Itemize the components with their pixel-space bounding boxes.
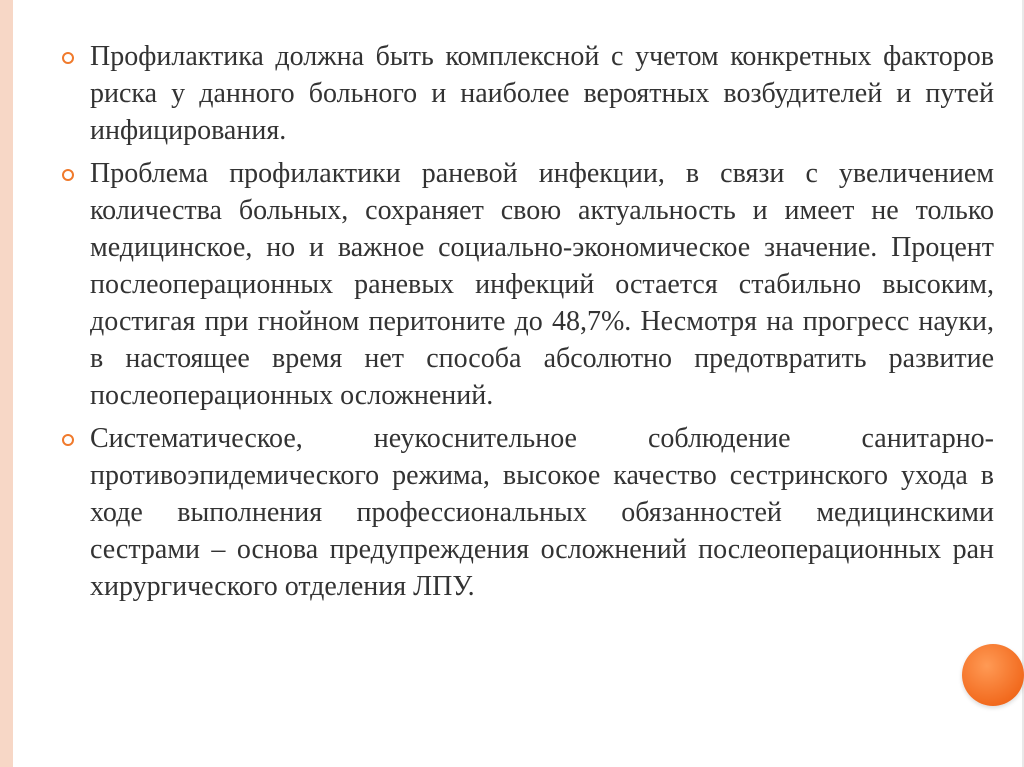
list-item	[58, 420, 994, 605]
orange-circle-decoration	[962, 644, 1024, 706]
bullet-ring-icon	[62, 434, 74, 446]
bullet-list	[58, 38, 994, 611]
bullet-text: Систематическое, неукоснительное соблюдение санитарно-противоэпидемического режима, высокое качество сестринского ухода в ходе выполнения профессиональных обязанностей медицинскими сестрами – основа предупреждения осложнений послеоперационных ран хирургического отделения ЛПУ.	[90, 423, 994, 602]
list-item	[58, 155, 994, 414]
list-item	[58, 38, 994, 149]
bullet-ring-icon	[62, 169, 74, 181]
bullet-text: Профилактика должна быть комплексной с учетом конкретных факторов риска у данного больного и наиболее вероятных возбудителей и путей инфицирования.	[90, 41, 994, 146]
left-decorative-bar	[0, 0, 13, 767]
bullet-text: Проблема профилактики раневой инфекции, в связи с увеличением количества больных, сохраняет свою актуальность и имеет не только медицинское, но и важное социально-экономическое значение. Процент послеоперационных раневых инфекций остается стабильно высоким, достигая при гнойном перитоните до 48,7%. Несмотря на прогресс науки, в настоящее время нет способа абсолютно предотвратить развитие послеоперационных осложнений.	[90, 158, 994, 411]
bullet-ring-icon	[62, 52, 74, 64]
